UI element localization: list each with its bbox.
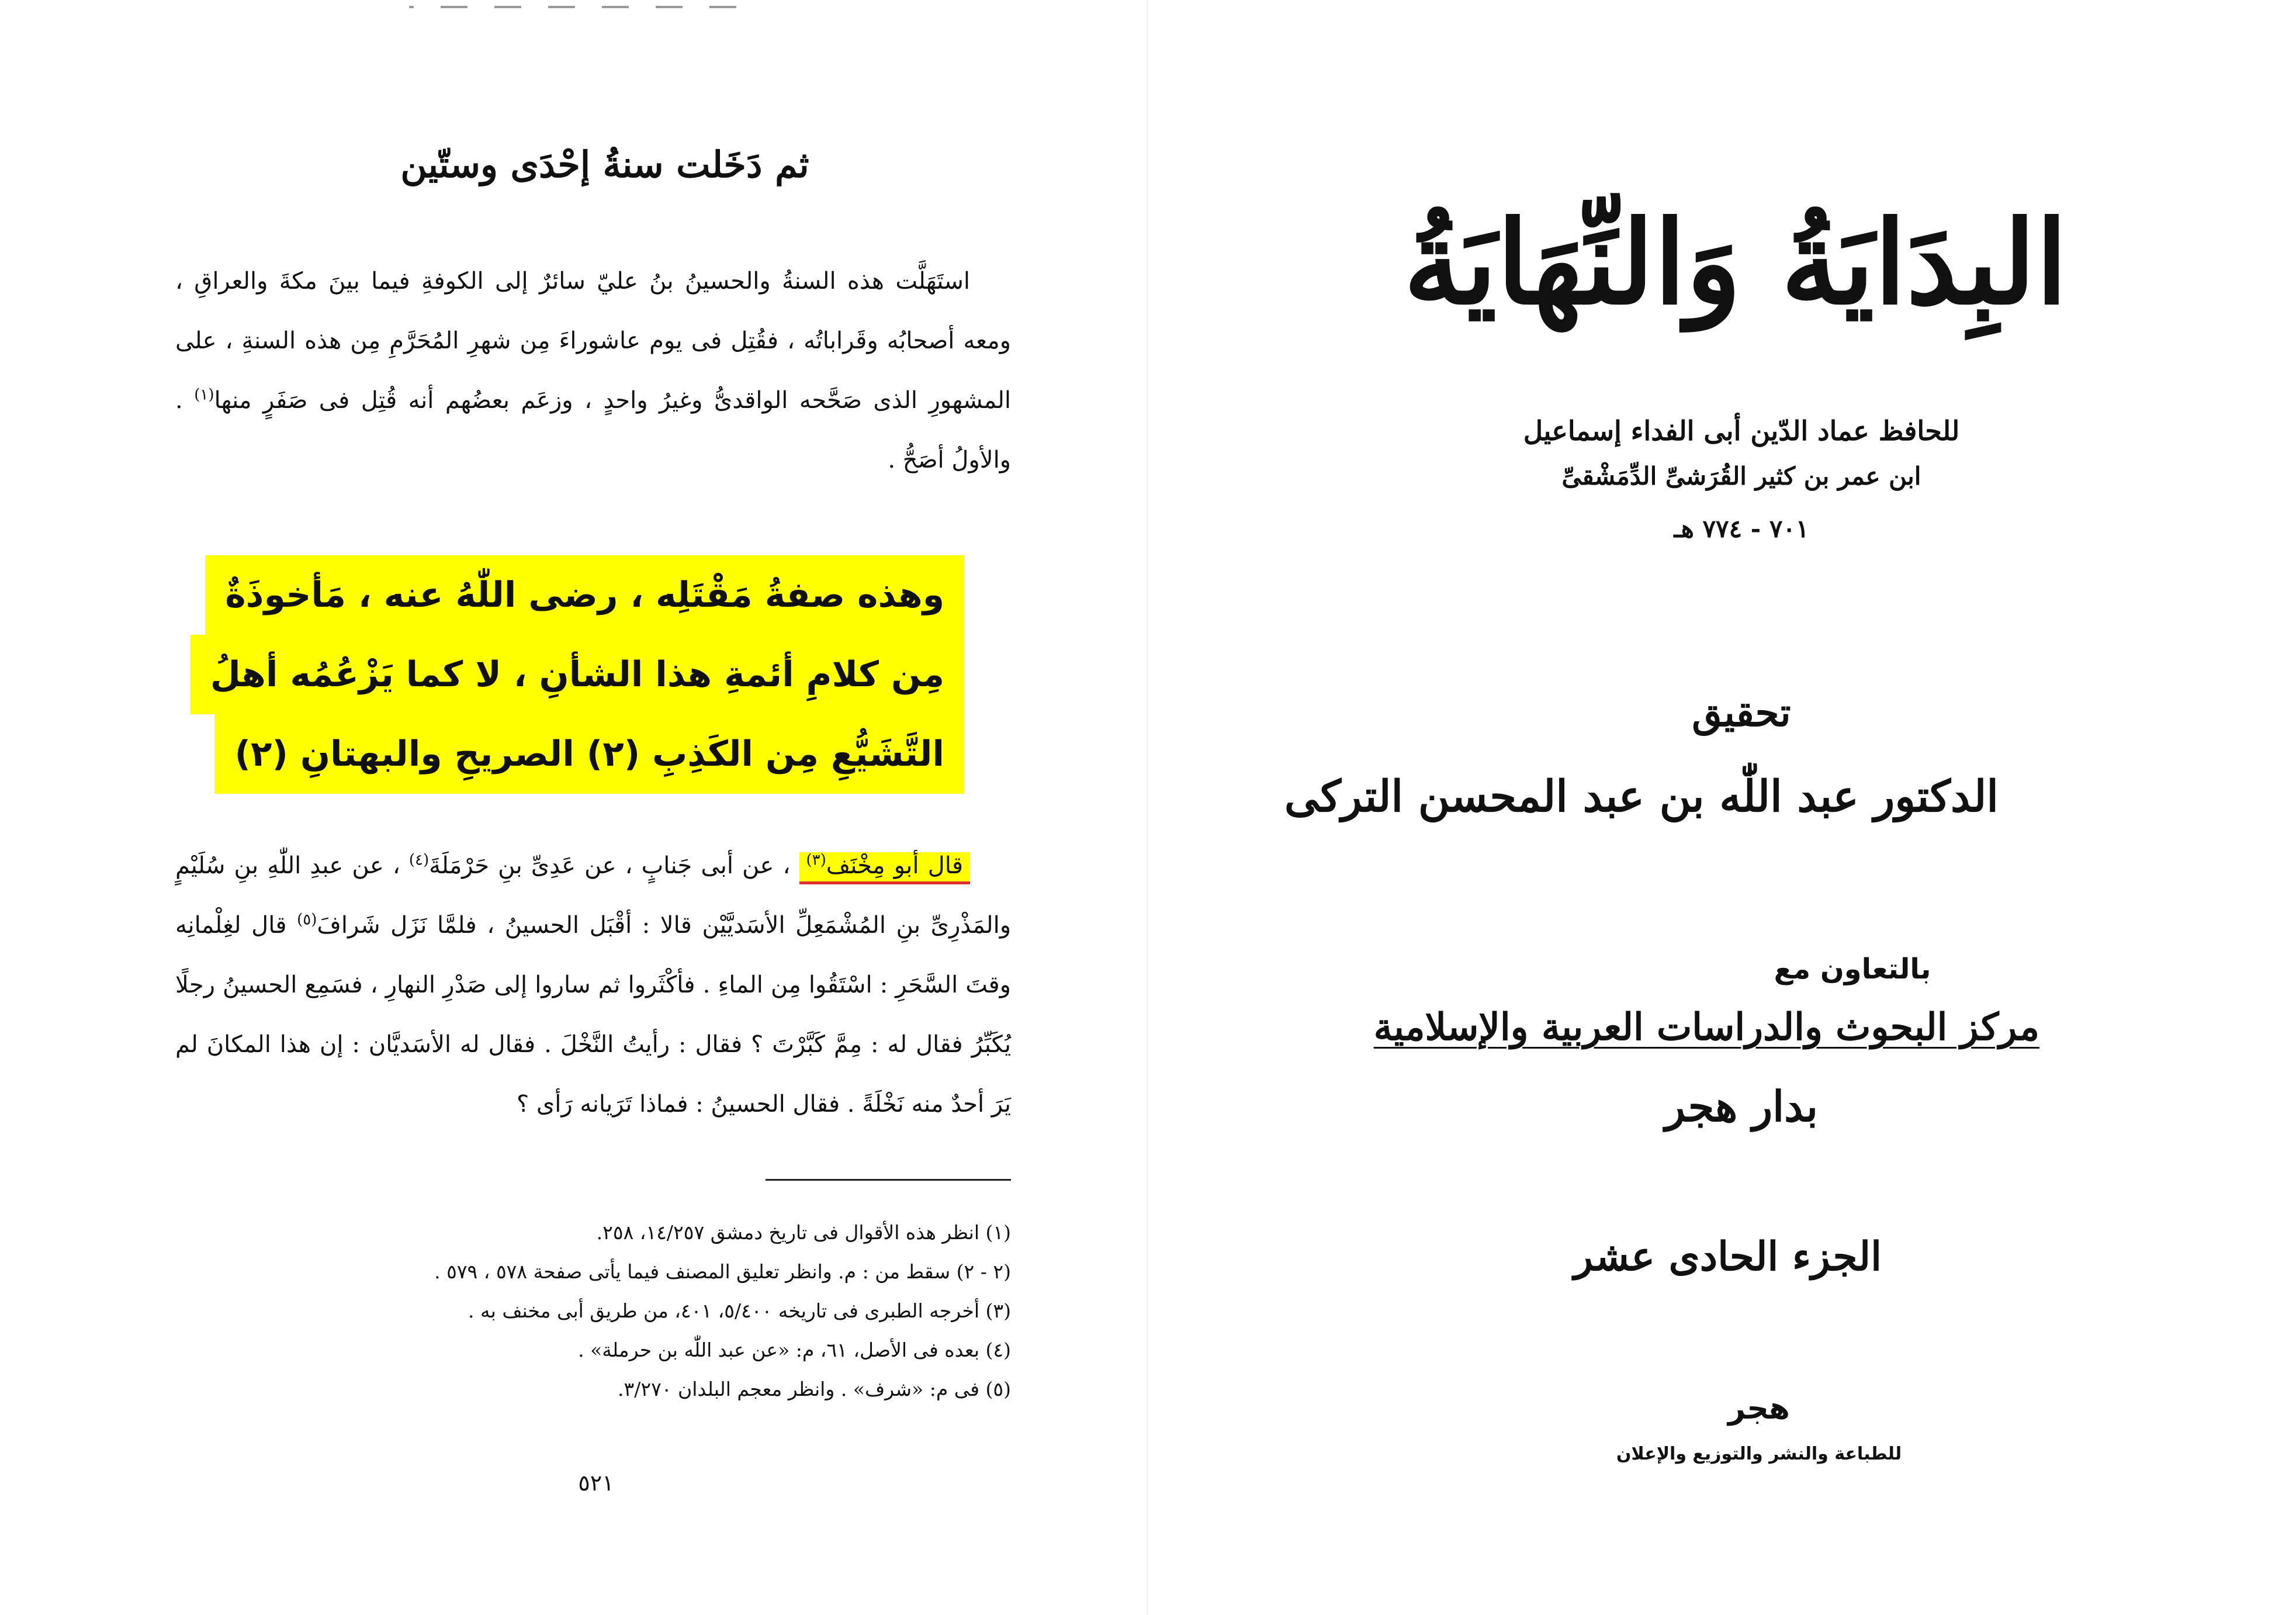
publisher-dar: بدار هجر [1665, 1081, 1818, 1131]
footnote-4: (٤) بعده فى الأصل، ٦١، م: «عن عبد اللّٰه بن حرملة» . [578, 1339, 1011, 1361]
footnote-1: (١) انظر هذه الأقوال فى تاريخ دمشق ١٤/٢٥٧، ٢٥٨. [596, 1221, 1011, 1244]
narrator-name: قال أبو مِخْنَف [826, 852, 964, 879]
editor-name: الدكتور عبد اللّٰه بن عبد المحسن التركى [1284, 772, 1999, 822]
press-tagline: للطباعة والنشر والتوزيع والإعلان [1616, 1444, 1902, 1464]
press-name: هجر [1728, 1391, 1790, 1426]
paragraph-1-end: . والأولُ أصَحُّ . [175, 387, 1011, 473]
paragraph-1-text: استَهَلَّت هذه السنةُ والحسينُ بنُ عليّ سائرٌ إلى الكوفةِ فيما بينَ مكةَ والعراقِ ، ومعه أصحابُه وقَراباتُه ، فقُتِل فى يوم عاشوراءَ مِن شهرِ المُحَرَّمِ مِن هذه السنةِ ، على المشهورِ الذى صَحَّحه الواقدىُّ وغيرُ واحدٍ ، وزعَم بعضُهم أنه قُتِل فى صَفَرٍ منها [175, 268, 1011, 414]
paragraph-2-part-c: قال لغِلْمانِه وقتَ السَّحَرِ : اسْتَقُوا مِن الماءِ . فأكْثَروا ثم ساروا إلى صَدْرِ النهارِ ، فسَمِع الحسينُ رجلًا يُكَبِّرُ فقال له : مِمَّ كَبَّرْتَ ؟ فقال : رأيتُ النَّخْلَ . فقال له الأسَديَّان : إن هذا المكانَ لم يَرَ أحدٌ منه نَخْلَةً . فقال الحسينُ : فماذا تَرَيانه رَأى ؟ [175, 912, 1011, 1118]
footnote-2: (٢ - ٢) سقط من : م. وانظر تعليق المصنف فيما يأتى صفحة ٥٧٨ ، ٥٧٩ . [434, 1260, 1011, 1283]
author-line-2: ابن عمر بن كثير القُرَشىِّ الدِّمَشْقىِّ [1561, 462, 1921, 490]
cooperation-label: بالتعاون مع [1774, 953, 1931, 985]
footnote-ref-3[interactable]: (٣) [806, 851, 826, 869]
tahqiq-label: تحقيق [1692, 690, 1791, 735]
highlight-line-2: مِن كلامِ أئمةِ هذا الشأنِ ، لا كما يَزْعُمُه أهلُ [191, 635, 964, 714]
paragraph-1 [175, 251, 1011, 490]
book-title: البِدَايَةُ وَالنِّهَايَةُ [1403, 196, 2068, 330]
highlighted-passage [210, 555, 964, 794]
footnote-ref-5[interactable]: (٥) [297, 911, 317, 929]
footnote-3: (٣) أخرجه الطبرى فى تاريخه ٥/٤٠٠، ٤٠١، من طريق أبى مخنف به . [468, 1299, 1011, 1322]
footnote-5: (٥) فى م: «شرف» . وانظر معجم البلدان ٣/٢٧٠. [618, 1378, 1011, 1400]
year-heading: ثم دَخَلت سنةُ إحْدَى وستّين [400, 143, 809, 186]
highlight-line-1: وهذه صفةُ مَقْتَلِه ، رضى اللّٰهُ عنه ، مَأخوذَةٌ [205, 555, 964, 635]
footnote-separator [766, 1179, 1011, 1181]
paragraph-2-part-a: ، عن أبى جَنابٍ ، عن عَدِىِّ بنِ حَرْمَلَةَ [429, 852, 791, 879]
research-center-name: مركز البحوث والدراسات العربية والإسلامية [1373, 1005, 2039, 1049]
footnote-ref-1[interactable]: (١) [194, 386, 214, 404]
narrator-highlight [799, 852, 971, 884]
paragraph-2-part-b: ، عن عبدِ اللّٰهِ بنِ سُلَيْمٍ والمَذْرِىِّ بنِ المُشْمَعِلِّ الأسَديَّيْن قالا : أقْبَل الحسينُ ، فلمَّا نَزَل شَرافَ [175, 852, 1012, 939]
volume-label: الجزء الحادى عشر [1574, 1233, 1882, 1280]
footnote-ref-4[interactable]: (٤) [408, 851, 430, 869]
paragraph-2 [175, 836, 1011, 1134]
highlight-line-3: التَّشَيُّعِ مِن الكَذِبِ (٢) الصريحِ والبهتانِ (٢) [214, 714, 964, 794]
page-number: ٥٢١ [578, 1470, 614, 1496]
footnotes [245, 1213, 1011, 1409]
author-dates: ٧٠١ - ٧٧٤ هـ [1674, 514, 1809, 543]
author-line-1: للحافظ عماد الدّين أبى الفداء إسماعيل [1523, 415, 1960, 447]
